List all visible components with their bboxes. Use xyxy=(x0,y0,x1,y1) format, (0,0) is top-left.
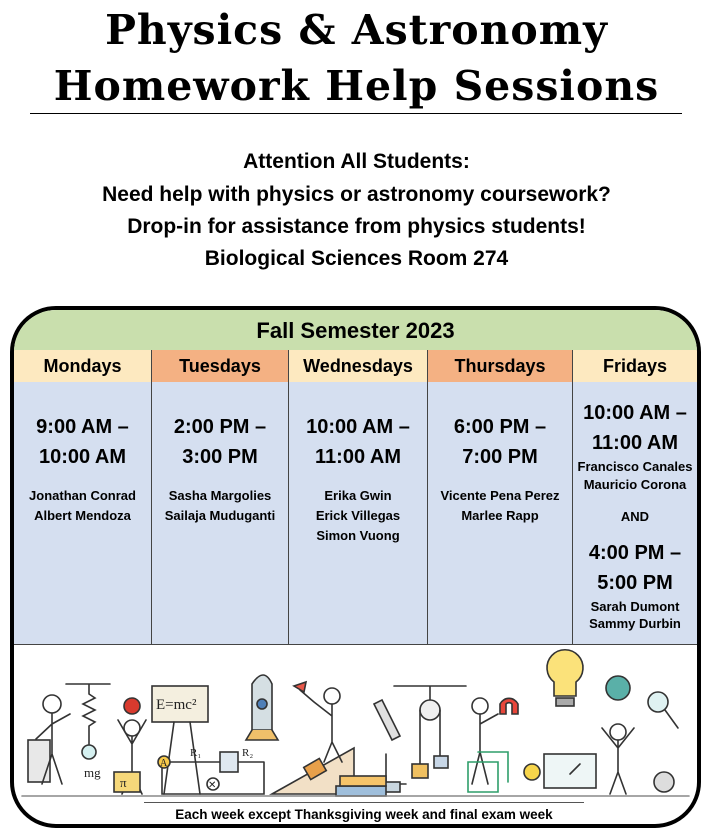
magnifier-icon xyxy=(648,692,668,712)
wednesday-column xyxy=(289,382,428,644)
tuesday-column xyxy=(152,382,289,644)
ammeter-label: A xyxy=(160,758,168,769)
spring-icon xyxy=(66,684,110,744)
thursday-column xyxy=(428,382,573,644)
gear-icon xyxy=(654,772,674,792)
battery-icon xyxy=(28,740,50,782)
schedule-body xyxy=(14,382,697,645)
friday-helper-2: Mauricio Corona xyxy=(583,477,687,492)
thursday-helper-2: Marlee Rapp xyxy=(461,508,539,523)
wednesday-start-time: 10:00 AM – xyxy=(306,416,410,438)
flag-icon xyxy=(294,682,306,692)
book-stack xyxy=(336,786,386,796)
wednesday-end-time: 11:00 AM xyxy=(315,446,401,468)
intro-location: Biological Sciences Room 274 xyxy=(204,247,509,270)
monday-end-time: 10:00 AM xyxy=(38,446,127,468)
science-illustration xyxy=(14,644,697,804)
schedule-card xyxy=(10,306,701,828)
intro-drop-in: Drop-in for assistance from physics students! xyxy=(127,215,586,238)
day-header-thursday: Thursdays xyxy=(428,350,573,382)
person-icon xyxy=(43,695,61,713)
formula-text: E=mc² xyxy=(156,697,197,713)
thursday-end-time: 7:00 PM xyxy=(462,446,538,468)
day-header-monday: Mondays xyxy=(14,350,152,382)
tuesday-end-time: 3:00 PM xyxy=(182,446,258,468)
title-divider xyxy=(30,113,682,114)
monday-helper-2: Albert Mendoza xyxy=(34,508,131,523)
semester-header: Fall Semester 2023 xyxy=(14,310,697,351)
person-icon xyxy=(472,698,488,714)
molecule-icon xyxy=(468,752,508,792)
friday-helper-1: Francisco Canales xyxy=(577,459,693,474)
friday-column xyxy=(573,382,697,644)
friday-start-time-1: 10:00 AM – xyxy=(583,402,687,424)
footer-note: Each week except Thanksgiving week and final exam week xyxy=(175,807,553,822)
pulley-icon xyxy=(394,686,466,700)
wednesday-helper-2: Erick Villegas xyxy=(315,508,401,523)
friday-end-time-2: 5:00 PM xyxy=(597,572,673,594)
globe-icon xyxy=(606,676,630,700)
friday-helper-3: Sarah Dumont xyxy=(590,599,680,614)
wednesday-helper-1: Erika Gwin xyxy=(324,488,392,503)
lamp-label: ✕ xyxy=(208,780,217,791)
thursday-start-time: 6:00 PM – xyxy=(453,416,547,438)
footer-divider xyxy=(144,802,584,803)
day-header-row xyxy=(14,350,697,383)
microscope-icon xyxy=(366,700,406,784)
pi-label: π xyxy=(120,775,127,790)
gauge-icon xyxy=(544,754,596,788)
weight-ball-icon xyxy=(82,745,96,759)
page-title-line-1: Physics & Astronomy xyxy=(105,6,608,54)
light-bulb-icon xyxy=(547,650,583,696)
day-header-tuesday: Tuesdays xyxy=(152,350,289,382)
tuesday-helper-2: Sailaja Muduganti xyxy=(164,508,276,523)
tuesday-start-time: 2:00 PM – xyxy=(173,416,267,438)
friday-start-time-2: 4:00 PM – xyxy=(588,542,682,564)
magnet-icon xyxy=(500,698,518,714)
apple-icon xyxy=(124,698,140,714)
friday-end-time-1: 11:00 AM xyxy=(592,432,678,454)
page-title-line-2: Homework Help Sessions xyxy=(53,62,660,110)
mg-label: mg xyxy=(84,765,101,780)
tuesday-helper-1: Sasha Margolies xyxy=(168,488,272,503)
day-header-friday: Fridays xyxy=(573,350,697,382)
r1-label: R₁ xyxy=(190,747,202,759)
day-header-wednesday: Wednesdays xyxy=(289,350,428,382)
intro-attention: Attention All Students: xyxy=(243,150,470,173)
friday-helper-4: Sammy Durbin xyxy=(589,616,681,631)
wednesday-helper-3: Simon Vuong xyxy=(316,528,400,543)
intro-question: Need help with physics or astronomy coursework? xyxy=(102,183,611,206)
monday-helper-1: Jonathan Conrad xyxy=(29,488,136,503)
thursday-helper-1: Vicente Pena Perez xyxy=(440,488,560,503)
monday-column xyxy=(14,382,152,644)
person-icon xyxy=(610,724,626,740)
r2-label: R₂ xyxy=(242,747,254,759)
pi-block xyxy=(114,772,140,792)
friday-and-label: AND xyxy=(620,509,650,524)
radiation-icon xyxy=(524,764,540,780)
person-icon xyxy=(324,688,340,704)
monday-start-time: 9:00 AM – xyxy=(36,416,129,438)
